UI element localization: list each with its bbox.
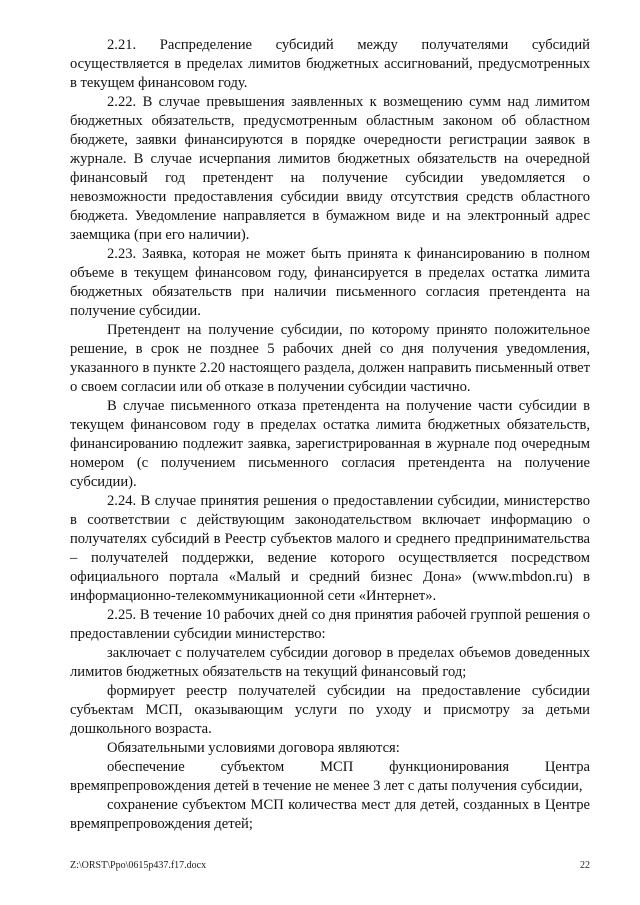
paragraph-contract: заключает с получателем субсидии договор в пределах объемов доведенных лимитов бюджетных обязательств на текущий финансовый год;	[70, 645, 590, 680]
document-body	[70, 36, 590, 834]
paragraph-2-25: 2.25. В течение 10 рабочих дней со дня принятия рабочей группой решения о предоставлении субсидии министерство:	[70, 607, 590, 642]
paragraph-condition-operation: обеспечение субъектом МСП функционирования Центра времяпрепровождения детей в течение не менее 3 лет с даты получения субсидии,	[70, 759, 590, 794]
page-number: 22	[580, 860, 590, 871]
paragraph-2-23: 2.23. Заявка, которая не может быть принята к финансированию в полном объеме в текущем финансовом году, финансируется в пределах остатка лимита бюджетных обязательств при наличии письменного согласия претендента на получение субсидии.	[70, 246, 590, 319]
paragraph-2-24: 2.24. В случае принятия решения о предоставлении субсидии, министерство в соответствии с действующим законодательством включает информацию о получателях субсидий в Реестр субъектов малого и среднего предпринимательства – получателей поддержки, ведение которого осуществляется посредством официального портала «Малый и средний бизнес Дона» (www.mbdon.ru) в информационно-телекоммуникационной сети «Интернет».	[70, 493, 590, 604]
paragraph-refusal: В случае письменного отказа претендента на получение части субсидии в текущем финансовом году в пределах остатка лимита бюджетных обязательств, финансированию подлежит заявка, зарегистрированная в журнале под очередным номером (с получением письменного согласия претендента на получение субсидии).	[70, 398, 590, 490]
paragraph-condition-places: сохранение субъектом МСП количества мест для детей, созданных в Центре времяпрепровождения детей;	[70, 797, 590, 832]
paragraph-conditions-heading: Обязательными условиями договора являются:	[107, 740, 400, 756]
footer-file-path: Z:\ORST\Ppo\0615p437.f17.docx	[70, 860, 207, 871]
paragraph-2-21: 2.21. Распределение субсидий между получателями субсидий осуществляется в пределах лимитов бюджетных ассигнований, предусмотренных в текущем финансовом году.	[70, 37, 590, 91]
paragraph-2-22: 2.22. В случае превышения заявленных к возмещению сумм над лимитом бюджетных обязательств, предусмотренным областным законом об областном бюджете, заявки финансируются в порядке очередности регистрации заявок в журнале. В случае исчерпания лимитов бюджетных обязательств на очередной финансовый год претендент на получение субсидии уведомляется о невозможности предоставления субсидии ввиду отсутствия средств областного бюджета. Уведомление направляется в бумажном виде и на электронный адрес заемщика (при его наличии).	[70, 94, 590, 243]
paragraph-applicant-response: Претендент на получение субсидии, по которому принято положительное решение, в срок не позднее 5 рабочих дней со дня получения уведомления, указанного в пункте 2.20 настоящего раздела, должен направить письменный ответ о своем согласии или об отказе в получении субсидии частично.	[70, 322, 590, 395]
paragraph-registry: формирует реестр получателей субсидии на предоставление субсидии субъектам МСП, оказывающим услуги по уходу и присмотру за детьми дошкольного возраста.	[70, 683, 590, 737]
